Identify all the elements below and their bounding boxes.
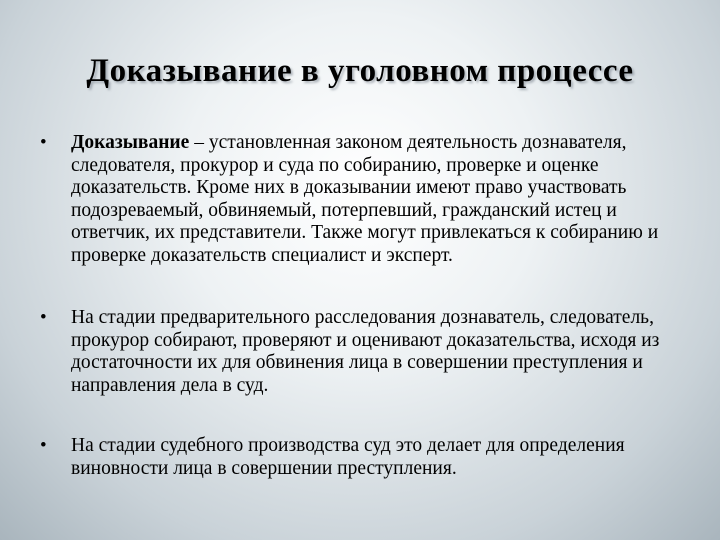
bullet-marker: • xyxy=(40,435,47,456)
bullet-marker: • xyxy=(40,132,47,153)
bullet-item-definition xyxy=(40,132,680,267)
bullet-text: На стадии предварительного расследования дознаватель, следователь, прокурор собирают, проверяют и оценивают доказательства, исходя из достаточности их для обвинения лица в совершении преступления и направления дела в суд. xyxy=(71,307,660,396)
bullet-list xyxy=(40,132,680,480)
bullet-text: На стадии судебного производства суд это делает для определения виновности лица в совершении преступления. xyxy=(71,435,625,479)
bullet-item-court-proceedings xyxy=(40,435,680,480)
bullet-item-preliminary-investigation xyxy=(40,307,680,397)
bullet-term: Доказывание xyxy=(71,132,190,153)
bullet-text: – установленная законом деятельность дознавателя, следователя, прокурор и суда по собиранию, проверке и оценке доказательств. Кроме них в доказывании имеют право участвовать подозреваемый, обвиняемый, потерпевший, гражданский истец и ответчик, их представители. Также могут привлекаться к собиранию и проверке доказательств специалист и эксперт. xyxy=(71,132,659,266)
slide-title: Доказывание в уголовном процессе xyxy=(86,53,634,89)
bullet-marker: • xyxy=(40,307,47,328)
